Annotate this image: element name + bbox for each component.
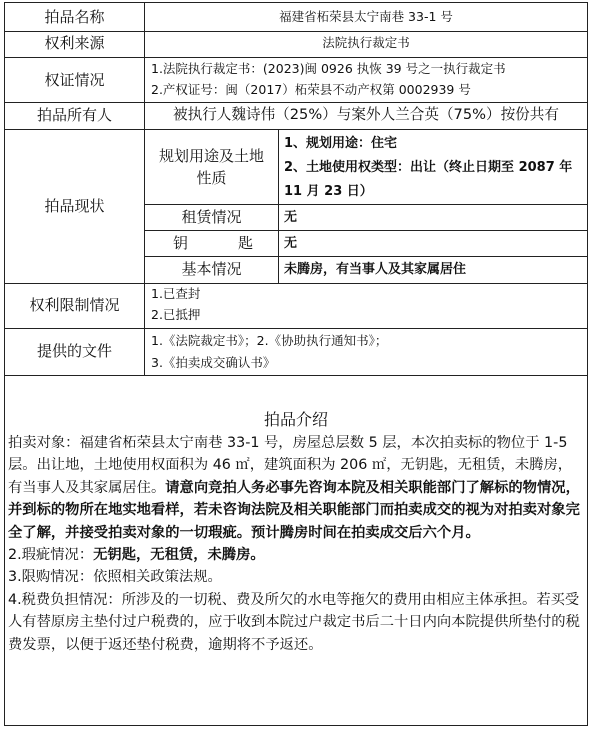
label-certificates: 权证情况 (44, 71, 105, 89)
label-owner: 拍品所有人 (36, 106, 112, 124)
row-divider (5, 129, 587, 130)
column-divider (144, 3, 145, 375)
row-divider (144, 230, 587, 231)
label-planning-cont: 性质 (196, 169, 227, 187)
value-documents-1: 1.《法院裁定书》；2.《协助执行通知书》； (151, 333, 388, 348)
row-divider (5, 31, 587, 32)
label-keys-a: 钥 (173, 234, 189, 252)
value-basic: 未腾房，有当事人及其家属居住 (284, 262, 467, 277)
intro-paragraph-2 (8, 544, 582, 566)
row-divider (5, 102, 587, 103)
row-divider (144, 204, 587, 205)
value-owner: 被执行人魏诗伟（25%）与案外人兰合英（75%）按份共有 (173, 106, 559, 123)
intro-paragraph-4: 4.税费负担情况：所涉及的一切税、费及所欠的水电等拖欠的费用由相应主体承担。若买受人有替原房主垫付过户税费的，应于收到本院过户裁定书后二十日内向本院提供所垫付的税费发票，以便于返还垫付税费，逾期将不予返还。 (8, 591, 580, 653)
value-restriction-2: 2.已抵押 (151, 307, 201, 322)
intro-body (8, 432, 582, 656)
intro-paragraph-1 (8, 432, 582, 544)
label-lease: 租赁情况 (181, 208, 242, 226)
value-cert-2: 2.产权证号：闽（2017）柘荣县不动产权第 0002939 号 (151, 82, 471, 97)
value-item-name: 福建省柘荣县太宁南巷 33-1 号 (279, 9, 453, 24)
value-planning-1: 1、规划用途：住宅 (284, 136, 398, 151)
value-documents-2: 3.《拍卖成交确认书》 (151, 355, 276, 370)
label-item-name: 拍品名称 (44, 8, 105, 26)
value-rights-source: 法院执行裁定书 (322, 35, 410, 50)
row-divider (5, 328, 587, 329)
column-divider (278, 129, 279, 283)
intro-title: 拍品介绍 (263, 410, 328, 429)
value-planning-2: 2、土地使用权类型：出让（终止日期至 2087 年 (284, 160, 573, 175)
row-divider (5, 375, 587, 376)
intro-object-text: 拍卖对象：福建省柘荣县太宁南巷 33-1 号，房屋总层数 5 层，本次拍卖标的物位于 1-5 层。出让地，土地使用权面积为 46 ㎡，建筑面积为 206 ㎡，无钥匙，无租赁，未腾房，有当事人及其家属居住。 (8, 435, 573, 496)
intro-paragraph-3: 3.限购情况：依照相关政策法规。 (8, 569, 222, 586)
row-divider (5, 283, 587, 284)
label-documents: 提供的文件 (36, 342, 112, 360)
value-lease: 无 (284, 210, 298, 225)
label-status: 拍品现状 (44, 197, 105, 215)
intro-notice-text: 请意向竞拍人务必事先咨询本院及相关职能部门了解标的物情况，并到标的物所在地实地看样，若未咨询法院及相关职能部门而拍卖成交的视为对拍卖对象完全了解，并接受拍卖对象的一切瑕疵。预计腾房时间在拍卖成交后六个月。 (8, 479, 580, 541)
value-cert-1: 1.法院执行裁定书：(2023)闽 0926 执恢 39 号之一执行裁定书 (151, 61, 506, 76)
label-restrictions: 权利限制情况 (29, 296, 120, 314)
label-rights-source: 权利来源 (44, 34, 105, 52)
label-keys-b: 匙 (238, 234, 254, 252)
label-basic: 基本情况 (181, 260, 242, 278)
value-restriction-1: 1.已查封 (151, 286, 201, 301)
label-planning: 规划用途及土地 (158, 147, 264, 165)
row-divider (5, 57, 587, 58)
intro-defect-label: 2.瑕疵情况： (8, 547, 94, 564)
value-planning-3: 11 月 23 日） (284, 184, 373, 199)
intro-defect-text: 无钥匙，无租赁，未腾房。 (93, 547, 265, 564)
value-keys: 无 (284, 236, 298, 251)
row-divider (144, 256, 587, 257)
auction-document (4, 2, 588, 726)
